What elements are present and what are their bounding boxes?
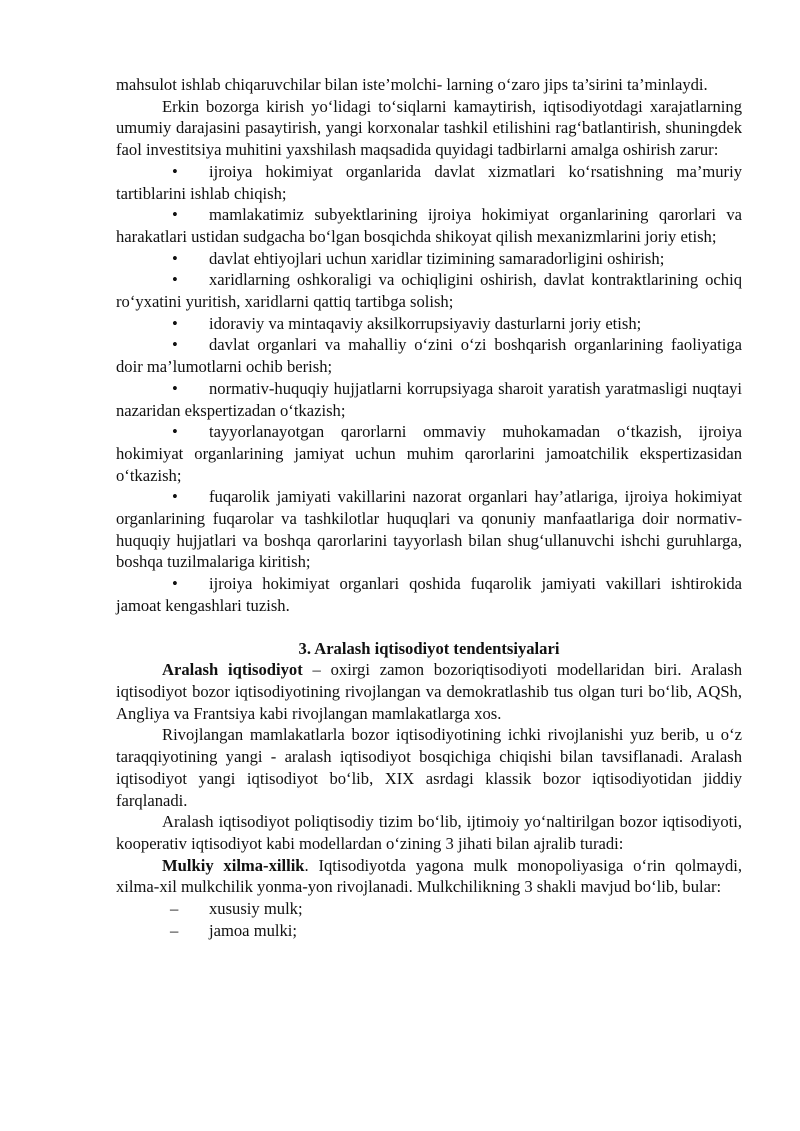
term-bold: Aralash iqtisodiyot bbox=[162, 660, 303, 680]
list-item: • davlat ehtiyojlari uchun xaridlar tizimining samaradorligini oshirish; bbox=[172, 248, 665, 268]
term-bold: Mulkiy xilma-xillik bbox=[162, 855, 305, 875]
paragraph-developed-countries: Rivojlangan mamlakatlarla bozor iqtisodiyotining ichki rivojlanishi yuz berib, u o‘z taraqqiyotining yangi - aralash iqtisodiyot bosqichiga chiqishi bilan tavsiflanadi. Aralash iqtisodiyot yangi iqtisodiyot bo‘lib, XIX asrdagi klassik bozor iqtisodiyotidan jiddiy farqlanadi. bbox=[116, 725, 742, 810]
bullet-icon: • bbox=[172, 205, 178, 225]
paragraph-measures-intro: Erkin bozorga kirish yo‘lidagi to‘siqlarni kamaytirish, iqtisodiyotdagi xarajatlarning umumiy darajasini pasaytirish, yangi korxonalar tashkil etilishini rag‘batlantirish, shuningdek faol investitsiya muhitini yaxshilash maqsadida quyidagi tadbirlarni amalga oshirish zarur: bbox=[116, 96, 742, 160]
list-item: • idoraviy va mintaqaviy aksilkorrupsiyaviy dasturlarni joriy etish; bbox=[172, 313, 642, 333]
dash-icon: – bbox=[170, 899, 179, 919]
document-page bbox=[116, 74, 742, 941]
bullet-icon: • bbox=[172, 487, 178, 507]
list-item: • davlat organlari va mahalliy o‘zini o‘zi boshqarish organlarining faoliyatiga doir ma’lumotlarni ochib berish; bbox=[116, 335, 742, 377]
dash-icon: – bbox=[170, 920, 179, 940]
bullet-icon: • bbox=[172, 574, 178, 594]
list-item: • xaridlarning oshkoraligi va ochiqligini oshirish, davlat kontraktlarining ochiq ro‘yxatini yuritish, xaridlarni qattiq tartibga solish; bbox=[116, 270, 742, 312]
list-item: • fuqarolik jamiyati vakillarini nazorat organlari hay’atlariga, ijroiya hokimiyat organlarining fuqarolar va tashkilotlar huquqlari va qonuniy manfaatlariga doir normativ-huquqiy hujjatlari va boshqa qarorlarini tayyorlash bilan shug‘ullanuvchi ishchi guruhlarga, boshqa tuzilmalariga kiritish; bbox=[116, 487, 742, 572]
paragraph-continuation: mahsulot ishlab chiqaruvchilar bilan iste’molchi- larning o‘zaro jips ta’sirini ta’minlaydi. bbox=[116, 75, 708, 94]
paragraph-mixed-economy-definition: Aralash iqtisodiyot – oxirgi zamon bozoriqtisodiyoti modellaridan biri. Aralash iqtisodiyot bozor iqtisodiyotining rivojlangan va demokratlashib tus olgan turi bo‘lib, AQSh, Angliya va Frantsiya kabi rivojlangan mamlakatlarga xos. bbox=[116, 660, 743, 723]
bullet-icon: • bbox=[172, 422, 178, 442]
section-heading: 3. Aralash iqtisodiyot tendentsiyalari bbox=[298, 638, 560, 658]
list-item: • ijroiya hokimiyat organlari qoshida fuqarolik jamiyati vakillari ishtirokida jamoat kengashlari tuzish. bbox=[116, 574, 742, 615]
list-item: – jamoa mulki; bbox=[170, 920, 298, 940]
bullet-icon: • bbox=[172, 270, 178, 290]
dash-list bbox=[116, 898, 742, 941]
list-item: • ijroiya hokimiyat organlarida davlat xizmatlari ko‘rsatishning ma’muriy tartiblarini ishlab chiqish; bbox=[116, 161, 742, 203]
bullet-icon: • bbox=[172, 335, 178, 355]
bullet-icon: • bbox=[172, 378, 178, 398]
list-item: • normativ-huquqiy hujjatlarni korrupsiyaga sharoit yaratish yaratmasligi nuqtayi nazaridan ekspertizadan o‘tkazish; bbox=[116, 378, 742, 420]
bullet-list bbox=[116, 161, 742, 617]
paragraph-ownership-diversity: Mulkiy xilma-xillik. Iqtisodiyotda yagona mulk monopoliyasiga o‘rin qolmaydi, xilma-xil mulkchilik yonma-yon rivojlanadi. Mulkchilikning 3 shakli mavjud bo‘lib, bular: bbox=[116, 855, 742, 897]
bullet-icon: • bbox=[172, 248, 178, 268]
list-item: • tayyorlanayotgan qarorlarni ommaviy muhokamadan o‘tkazish, ijroiya hokimiyat organlarining jamiyat uchun muhim qarorlarini jamoatchilik ekspertizasidan o‘tkazish; bbox=[116, 422, 742, 485]
list-item: – xususiy mulk; bbox=[170, 899, 303, 919]
list-item: • mamlakatimiz subyektlarining ijroiya hokimiyat organlarining qarorlari va harakatlari ustidan sudgacha bo‘lgan bosqichda shikoyat qilish mexanizmlarini joriy etish; bbox=[116, 205, 742, 246]
bullet-icon: • bbox=[172, 161, 178, 181]
bullet-icon: • bbox=[172, 313, 178, 333]
paragraph-three-aspects: Aralash iqtisodiyot poliqtisodiy tizim bo‘lib, ijtimoiy yo‘naltirilgan bozor iqtisodiyoti, kooperativ iqtisodiyot kabi modellardan o‘zining 3 jihati bilan ajralib turadi: bbox=[116, 812, 742, 853]
